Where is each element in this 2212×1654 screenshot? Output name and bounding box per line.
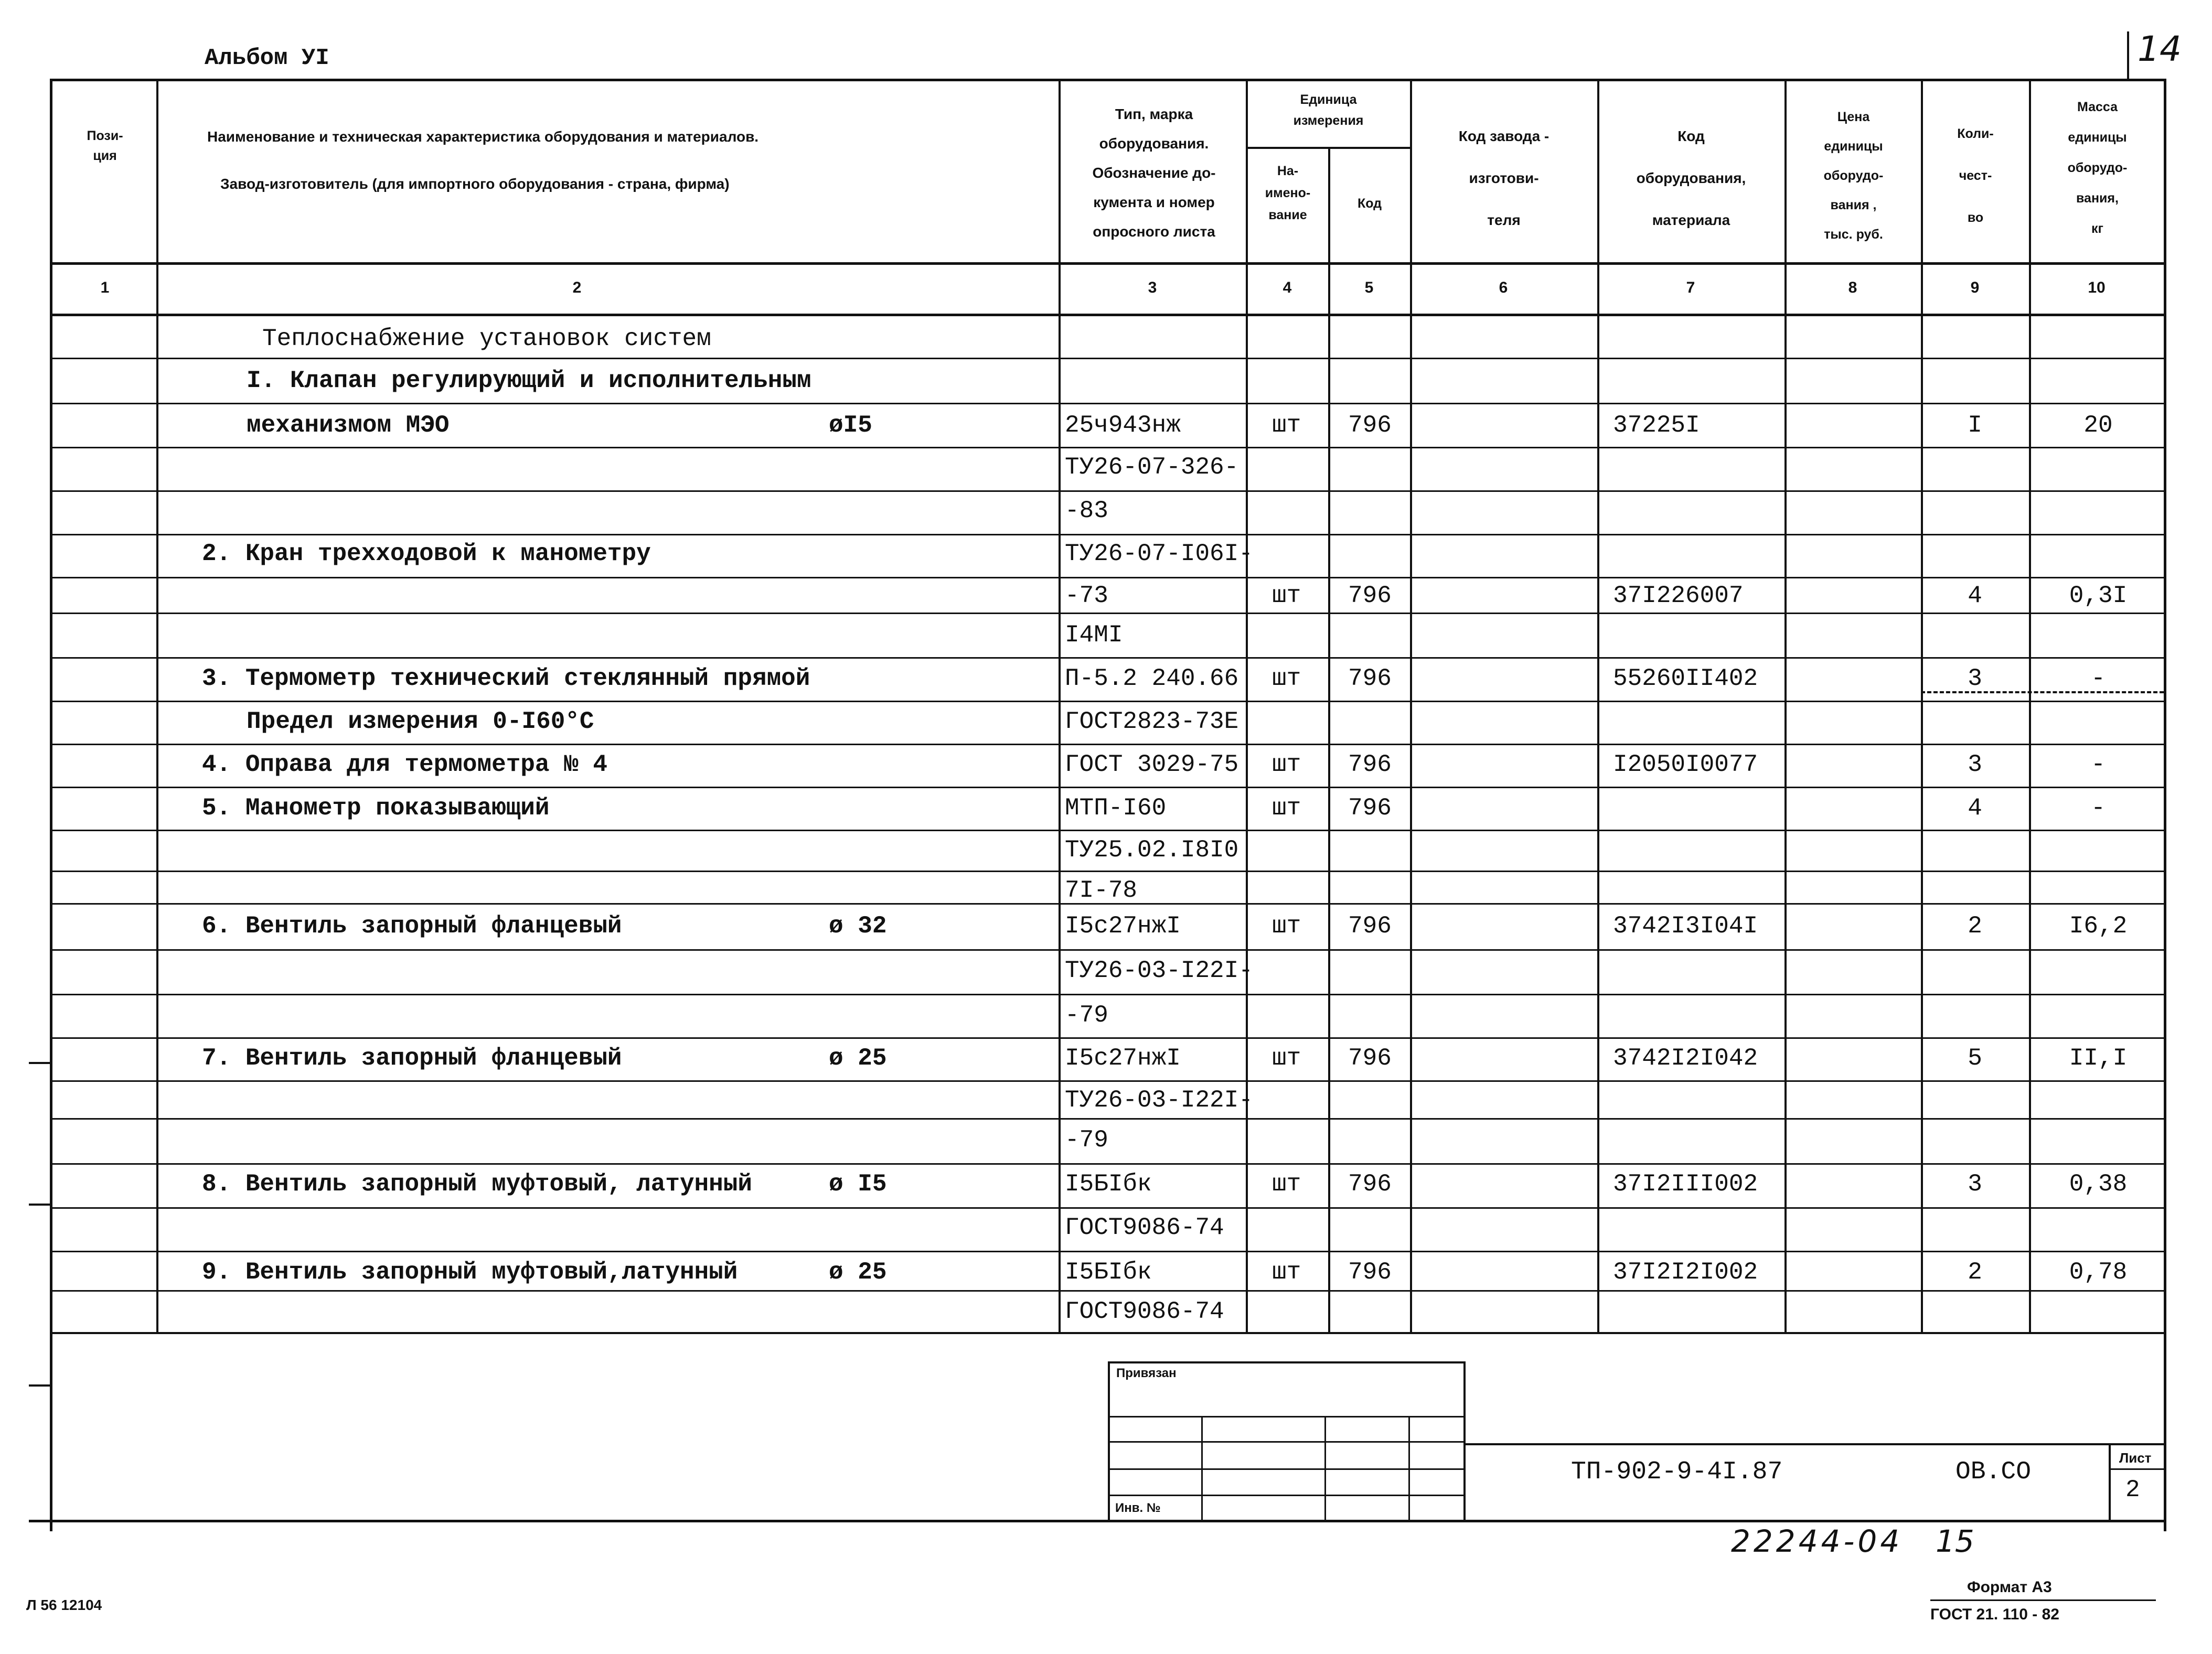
format-label: Формат А3 xyxy=(1967,1578,2052,1596)
album-label: Альбом УI xyxy=(205,45,329,71)
row-unit-code: 796 xyxy=(1348,912,1392,940)
row-mass: - xyxy=(2091,751,2106,778)
document-mark: ОВ.СО xyxy=(1955,1458,2032,1486)
row-type: ГОСТ 3029-75 xyxy=(1065,751,1239,778)
row-unit: шт xyxy=(1272,751,1301,778)
col-line-6 xyxy=(1597,79,1599,1332)
row-unit: шт xyxy=(1272,412,1301,439)
sheet-number: 2 xyxy=(2125,1476,2140,1503)
row-mass: II,I xyxy=(2069,1045,2128,1072)
row-type: ТУ26-07-I06I- xyxy=(1065,540,1253,567)
colnum-9: 9 xyxy=(1970,279,1980,296)
header-mass: Масса единицы оборудо- вания, кг xyxy=(2067,100,2128,236)
row-name: 5. Манометр показывающий xyxy=(202,794,550,822)
col-line-7 xyxy=(1784,79,1787,1332)
row-material-code: 37225I xyxy=(1613,412,1700,439)
row-material-code: 3742I3I04I xyxy=(1613,912,1758,940)
row-name: 7. Вентиль запорный фланцевый xyxy=(202,1045,622,1072)
margin-tick xyxy=(29,1204,52,1206)
row-type: ТУ26-07-326- xyxy=(1065,454,1239,481)
header-unit-group: Единица измерения xyxy=(1293,92,1364,128)
row-type: ГОСТ9086-74 xyxy=(1065,1298,1224,1325)
colnum-7: 7 xyxy=(1686,279,1695,296)
sheet-label: Лист xyxy=(2119,1450,2152,1466)
row-name: 6. Вентиль запорный фланцевый xyxy=(202,912,622,940)
row-unit-code: 796 xyxy=(1348,751,1392,778)
colnum-1: 1 xyxy=(100,279,110,296)
row-unit: шт xyxy=(1272,1259,1301,1286)
header-unit-name: На- имено- вание xyxy=(1265,164,1311,222)
colnum-5: 5 xyxy=(1364,279,1374,296)
row-mass: 0,78 xyxy=(2069,1259,2128,1286)
row-type: 25ч943нж xyxy=(1065,412,1181,439)
standard-label: ГОСТ 21. 110 - 82 xyxy=(1930,1606,2059,1623)
colnum-8: 8 xyxy=(1848,279,1857,296)
row-type: 7I-78 xyxy=(1065,877,1138,904)
unit-group-divider xyxy=(1246,147,1410,149)
row-mass: - xyxy=(2091,665,2106,692)
inv-no-label: Инв. № xyxy=(1115,1501,1161,1515)
row-name: 4. Оправа для термометра № 4 xyxy=(202,751,607,778)
table-bottom-border xyxy=(29,1520,2166,1522)
handwritten-page-number: 15 xyxy=(1936,1523,1974,1559)
row-quantity: 3 xyxy=(1968,665,1982,692)
row-type: МТП-I60 xyxy=(1065,794,1167,822)
row-quantity: I xyxy=(1968,412,1982,439)
row-material-code: 37I2III002 xyxy=(1613,1170,1758,1198)
row-unit-code: 796 xyxy=(1348,582,1392,609)
table-right-border xyxy=(2164,79,2166,1531)
row-type: -73 xyxy=(1065,582,1108,609)
header-manufacturer-code: Код завода - изготови- теля xyxy=(1458,128,1550,228)
row-unit: шт xyxy=(1272,1045,1301,1072)
privyazan-label: Привязан xyxy=(1116,1366,1177,1380)
row-unit-code: 796 xyxy=(1348,1259,1392,1286)
col-line-4 xyxy=(1328,147,1330,1332)
row-type: -79 xyxy=(1065,1002,1108,1029)
row-mass: - xyxy=(2091,794,2106,822)
row-unit-code: 796 xyxy=(1348,1170,1392,1198)
row-name: I. Клапан регулирующий и исполнительным xyxy=(247,367,811,394)
row-type: I5с27нжI xyxy=(1065,912,1181,940)
row-type: I5с27нжI xyxy=(1065,1045,1181,1072)
row-type: ГОСТ2823-73Е xyxy=(1065,708,1239,735)
col-line-9 xyxy=(2029,79,2031,1332)
row-type: ТУ26-03-I22I- xyxy=(1065,957,1253,984)
colnum-4: 4 xyxy=(1283,279,1292,296)
row-type: I4MI xyxy=(1065,621,1123,649)
header-position: Пози- ция xyxy=(87,128,123,163)
header-unit-code: Код xyxy=(1357,196,1382,211)
row-type: I5БIбк xyxy=(1065,1259,1152,1286)
row-diameter: ø 25 xyxy=(829,1045,887,1072)
row-quantity: 5 xyxy=(1968,1045,1982,1072)
row-unit-code: 796 xyxy=(1348,412,1392,439)
row-quantity: 3 xyxy=(1968,1170,1982,1198)
row-unit: шт xyxy=(1272,912,1301,940)
colnum-2: 2 xyxy=(572,279,582,296)
document-code: ТП-902-9-4I.87 xyxy=(1571,1458,1783,1486)
header-price: Цена единицы оборудо- вания , тыс. руб. xyxy=(1823,110,1884,242)
row-name: 2. Кран трехходовой к манометру xyxy=(202,540,651,567)
row-type: -79 xyxy=(1065,1126,1108,1154)
colnum-bottom-border xyxy=(50,314,2164,316)
row-unit: шт xyxy=(1272,794,1301,822)
header-name-line1: Наименование и техническая характеристика оборудования и материалов. xyxy=(207,128,759,145)
colnum-3: 3 xyxy=(1148,279,1157,296)
row-name: Предел измерения 0-I60°C xyxy=(247,708,594,735)
row-quantity: 3 xyxy=(1968,751,1982,778)
row-quantity: 4 xyxy=(1968,582,1982,609)
row-quantity: 4 xyxy=(1968,794,1982,822)
col-line-8 xyxy=(1921,79,1923,1332)
dashed-line xyxy=(1921,691,2164,693)
row-name: 9. Вентиль запорный муфтовый,латунный xyxy=(202,1259,738,1286)
header-material-code: Код оборудования, материала xyxy=(1636,128,1746,228)
colnum-10: 10 xyxy=(2088,279,2106,296)
row-mass: 0,3I xyxy=(2069,582,2128,609)
col-line-5 xyxy=(1410,79,1412,1332)
row-name: 8. Вентиль запорный муфтовый, латунный xyxy=(202,1170,752,1198)
row-type: ГОСТ9086-74 xyxy=(1065,1214,1224,1241)
row-name: механизмом МЭО xyxy=(247,412,450,439)
format-divider xyxy=(1930,1599,2156,1601)
row-quantity: 2 xyxy=(1968,912,1982,940)
printer-mark: Л 56 12104 xyxy=(26,1597,102,1613)
row-diameter: ø 32 xyxy=(829,912,887,940)
header-bottom-border xyxy=(50,262,2164,265)
header-name-line2: Завод-изготовитель (для импортного оборудования - страна, фирма) xyxy=(220,176,730,192)
row-name: 3. Термометр технический стеклянный прямой xyxy=(202,665,810,692)
header-type: Тип, марка оборудования. Обозначение до- кумента и номер опросного листа xyxy=(1092,106,1216,240)
row-material-code: 37I226007 xyxy=(1613,582,1744,609)
row-diameter: ø 25 xyxy=(829,1259,887,1286)
row-diameter: øI5 xyxy=(829,412,872,439)
col-line-2 xyxy=(1059,79,1061,1332)
row-mass: I6,2 xyxy=(2069,912,2128,940)
handwritten-archive-number: 22244-04 xyxy=(1731,1523,1903,1559)
col-line-1 xyxy=(156,79,158,1332)
section-title: Теплоснабжение установок систем xyxy=(262,325,711,352)
row-material-code: 3742I2I042 xyxy=(1613,1045,1758,1072)
row-type: ТУ26-03-I22I- xyxy=(1065,1087,1253,1114)
colnum-6: 6 xyxy=(1499,279,1508,296)
row-unit: шт xyxy=(1272,665,1301,692)
table-top-border xyxy=(50,79,2164,81)
row-unit-code: 796 xyxy=(1348,794,1392,822)
col-line-3 xyxy=(1246,79,1248,1332)
row-mass: 0,38 xyxy=(2069,1170,2128,1198)
row-diameter: ø I5 xyxy=(829,1170,887,1198)
row-unit: шт xyxy=(1272,1170,1301,1198)
table-left-border xyxy=(50,79,52,1531)
row-mass: 20 xyxy=(2083,412,2113,439)
margin-tick xyxy=(29,1062,52,1064)
row-type: I5БIбк xyxy=(1065,1170,1152,1198)
sheet-number-handwritten: 14 xyxy=(2138,29,2182,69)
row-material-code: 37I2I2I002 xyxy=(1613,1259,1758,1286)
row-type: ТУ25.02.I8I0 xyxy=(1065,836,1239,864)
header-quantity: Коли- чест- во xyxy=(1957,126,1994,225)
row-material-code: 55260II402 xyxy=(1613,665,1758,692)
row-material-code: I2050I0077 xyxy=(1613,751,1758,778)
row-quantity: 2 xyxy=(1968,1259,1982,1286)
top-right-vertical-line xyxy=(2127,31,2129,79)
row-unit: шт xyxy=(1272,582,1301,609)
margin-tick xyxy=(29,1384,52,1387)
row-unit-code: 796 xyxy=(1348,665,1392,692)
row-type: -83 xyxy=(1065,497,1108,524)
row-unit-code: 796 xyxy=(1348,1045,1392,1072)
row-type: П-5.2 240.66 xyxy=(1065,665,1239,692)
